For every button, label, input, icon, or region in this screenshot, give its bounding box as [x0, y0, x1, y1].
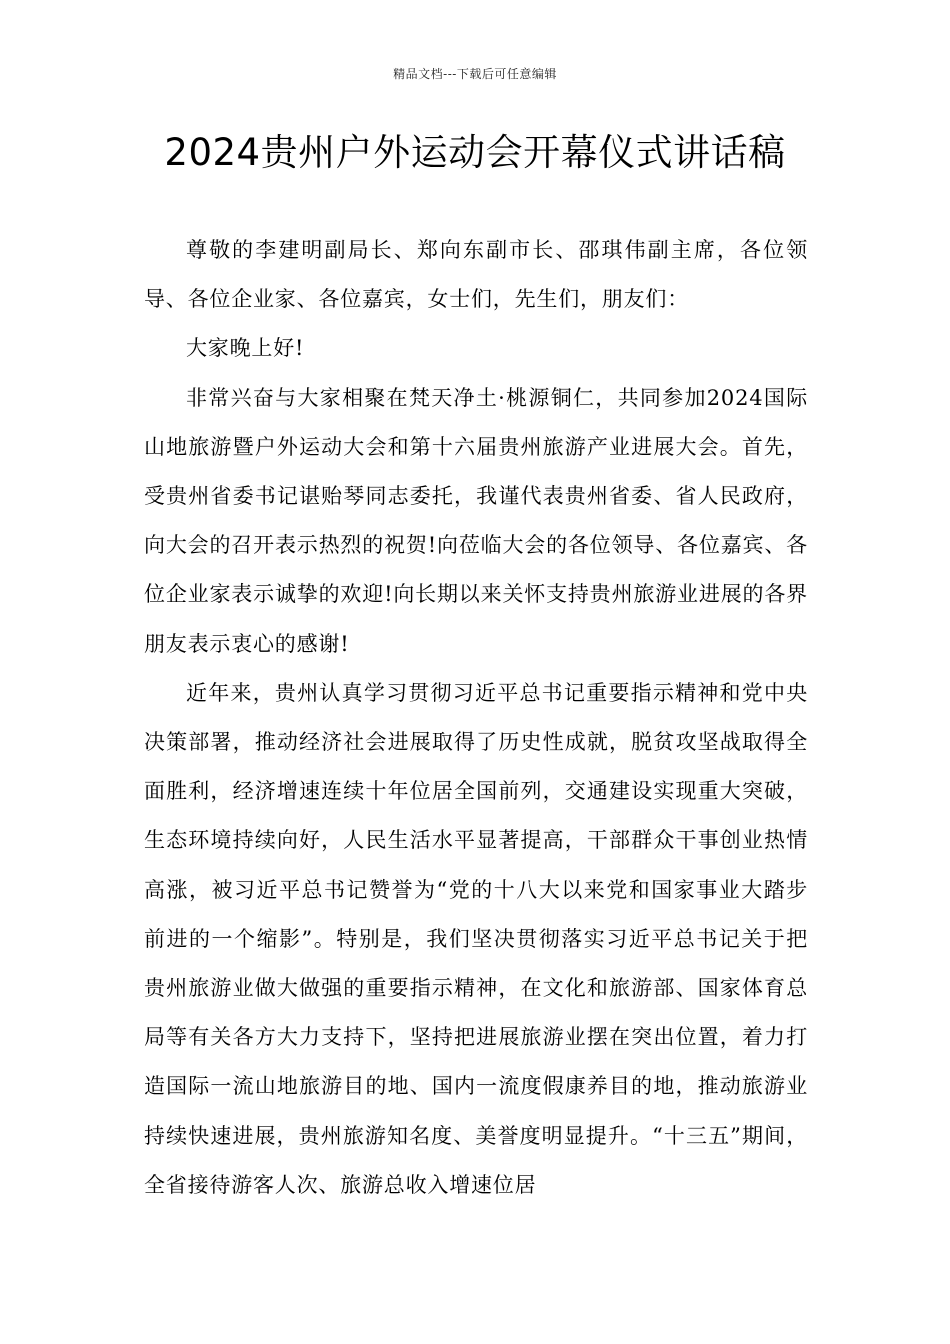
document-body — [144, 226, 808, 1210]
header-note: 精品文档---下载后可任意编辑 — [393, 67, 557, 81]
paragraph-greeting: 大家晚上好! — [186, 336, 305, 361]
document-title: 2024贵州户外运动会开幕仪式讲话稿 — [164, 131, 786, 174]
paragraph-salutation: 尊敬的李建明副局长、郑向东副市长、邵琪伟副主席，各位领导、各位企业家、各位嘉宾，女士们，先生们，朋友们： — [144, 238, 808, 312]
paragraph-welcome: 非常兴奋与大家相聚在梵天净土·桃源铜仁，共同参加2024国际山地旅游暨户外运动大会和第十六届贵州旅游产业进展大会。首先，受贵州省委书记谌贻琴同志委托，我谨代表贵州省委、省人民政府，向大会的召开表示热烈的祝贺!向莅临大会的各位领导、各位嘉宾、各位企业家表示诚挚的欢迎!向长期以来关怀支持贵州旅游业进展的各界朋友表示衷心的感谢! — [144, 385, 808, 656]
paragraph-achievements: 近年来，贵州认真学习贯彻习近平总书记重要指示精神和党中央决策部署，推动经济社会进展取得了历史性成就，脱贫攻坚战取得全面胜利，经济增速连续十年位居全国前列，交通建设实现重大突破，生态环境持续向好，人民生活水平显著提高，干部群众干事创业热情高涨，被习近平总书记赞誉为“党的十八大以来党和国家事业大踏步前进的一个缩影”。特别是，我们坚决贯彻落实习近平总书记关于把贵州旅游业做大做强的重要指示精神，在文化和旅游部、国家体育总局等有关各方大力支持下，坚持把进展旅游业摆在突出位置，着力打造国际一流山地旅游目的地、国内一流度假康养目的地，推动旅游业持续快速进展，贵州旅游知名度、美誉度明显提升。“十三五”期间，全省接待游客人次、旅游总收入增速位居 — [144, 680, 808, 1197]
